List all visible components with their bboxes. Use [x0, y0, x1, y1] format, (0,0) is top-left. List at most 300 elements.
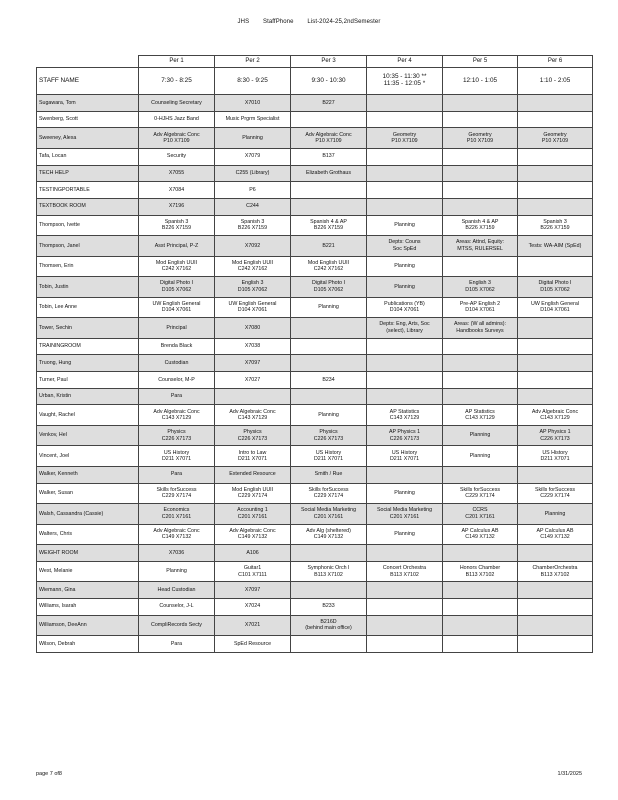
schedule-cell — [367, 372, 443, 389]
staff-name: Walters, Chris — [37, 524, 139, 545]
table-row — [37, 236, 593, 257]
schedule-cell — [367, 446, 443, 467]
staff-name: Tobin, Lee Anne — [37, 297, 139, 318]
schedule-cell — [291, 504, 367, 525]
schedule-cell: Para — [139, 388, 215, 405]
schedule-cell: B137 — [291, 148, 367, 165]
cell-line: P10 X7109 — [391, 138, 418, 145]
cell-line: D211 X7071 — [389, 456, 420, 463]
schedule-cell — [291, 425, 367, 446]
table-row — [37, 355, 593, 372]
cell-line: US History — [391, 449, 418, 456]
cell-line: Adv Algebraic Conc — [229, 408, 276, 415]
schedule-cell: 0-HJHS Jazz Band — [139, 111, 215, 128]
schedule-cell — [518, 355, 593, 372]
schedule-cell — [518, 582, 593, 599]
cell-line: US History — [315, 449, 342, 456]
schedule-cell: X7097 — [215, 582, 291, 599]
staff-name: Vincent, Joel — [37, 446, 139, 467]
schedule-cell — [443, 466, 518, 483]
cell-line: B226 X7159 — [540, 225, 570, 232]
schedule-cell — [291, 524, 367, 545]
schedule-cell — [518, 405, 593, 426]
period-time — [367, 68, 443, 95]
period-time: 9:30 - 10:30 — [291, 68, 367, 95]
schedule-cell — [443, 598, 518, 615]
cell-line: Mod English UUII — [155, 259, 198, 266]
cell-line: D105 X7062 — [540, 286, 570, 293]
schedule-cell — [367, 504, 443, 525]
table-row — [37, 615, 593, 636]
schedule-cell: Elizabeth Grothaus — [291, 165, 367, 182]
schedule-cell — [443, 128, 518, 149]
period-header: Per 2 — [215, 56, 291, 68]
staff-name: Venkov, Hel — [37, 425, 139, 446]
schedule-cell — [443, 95, 518, 112]
cell-line: Concert Orchestra — [382, 564, 427, 571]
schedule-cell — [291, 256, 367, 277]
cell-line: D104 X7061 — [540, 307, 570, 314]
schedule-cell — [518, 466, 593, 483]
staff-name: Thompson, Ivette — [37, 215, 139, 236]
schedule-cell — [367, 165, 443, 182]
time-header-row — [37, 68, 593, 95]
staff-name: TECH HELP — [37, 165, 139, 182]
cell-line: Digital Photo I — [312, 280, 345, 287]
cell-line: AP Physics 1 — [388, 429, 421, 436]
schedule-cell: Planning — [443, 425, 518, 446]
staff-name: Sweeney, Alexa — [37, 128, 139, 149]
schedule-cell — [215, 561, 291, 582]
schedule-cell — [291, 636, 367, 653]
schedule-cell: X7021 — [215, 615, 291, 636]
schedule-cell — [367, 388, 443, 405]
schedule-cell — [367, 318, 443, 339]
cell-line: English 3 — [241, 280, 264, 287]
cell-line: UW English General — [228, 300, 277, 307]
cell-line: Adv Algebraic Conc — [305, 131, 352, 138]
cell-line: Depts: Couns — [388, 239, 421, 246]
schedule-cell — [367, 95, 443, 112]
schedule-cell: Extended Resource — [215, 466, 291, 483]
school-name: JHS — [237, 19, 250, 25]
schedule-cell — [443, 111, 518, 128]
cell-line: D105 X7062 — [313, 286, 344, 293]
cell-line: D104 X7061 — [389, 307, 420, 314]
schedule-cell — [367, 545, 443, 562]
cell-line: Social Media Marketing — [376, 507, 433, 514]
schedule-cell: X7084 — [139, 182, 215, 199]
schedule-cell: C255 (Library) — [215, 165, 291, 182]
schedule-cell: Security — [139, 148, 215, 165]
cell-line: C229 X7174 — [161, 493, 192, 500]
schedule-cell — [443, 297, 518, 318]
schedule-cell — [443, 148, 518, 165]
schedule-cell: Planning — [215, 128, 291, 149]
period-header: Per 1 — [139, 56, 215, 68]
cell-line: C149 X7132 — [540, 534, 570, 541]
schedule-cell — [443, 372, 518, 389]
schedule-cell — [367, 561, 443, 582]
staff-name: TRAININGROOM — [37, 338, 139, 355]
cell-line: Publications (YB) — [384, 300, 425, 307]
cell-line: Skills forSuccess — [156, 486, 197, 493]
cell-line: C229 X7174 — [540, 493, 570, 500]
cell-line: C226 X7173 — [237, 435, 268, 442]
schedule-cell — [291, 198, 367, 215]
staff-name: Vaught, Rachel — [37, 405, 139, 426]
cell-line: B113 X7102 — [390, 571, 419, 578]
cell-line: Pre-AP English 2 — [459, 300, 501, 307]
staff-name: Turner, Paul — [37, 372, 139, 389]
cell-line: C229 X7174 — [237, 493, 268, 500]
schedule-cell — [367, 355, 443, 372]
cell-line: B226 X7159 — [313, 225, 344, 232]
cell-line: C226 X7173 — [161, 435, 192, 442]
schedule-cell — [443, 524, 518, 545]
schedule-cell — [291, 483, 367, 504]
cell-line: C101 X7111 — [238, 571, 267, 578]
schedule-cell — [518, 545, 593, 562]
cell-line: Skills forSuccess — [459, 486, 501, 493]
table-row — [37, 128, 593, 149]
schedule-cell — [367, 128, 443, 149]
table-row — [37, 95, 593, 112]
cell-line: Spanish 3 — [543, 218, 567, 225]
staff-name: WEIGHT ROOM — [37, 545, 139, 562]
schedule-cell: Planning — [367, 483, 443, 504]
staff-name: Wilson, Debrah — [37, 636, 139, 653]
schedule-cell — [443, 615, 518, 636]
schedule-cell — [518, 524, 593, 545]
cell-line: Adv Algebraic Conc — [229, 527, 276, 534]
schedule-cell — [443, 182, 518, 199]
schedule-cell: B233 — [291, 598, 367, 615]
staff-name: Walsh, Cassandra (Cassie) — [37, 504, 139, 525]
schedule-cell: Music Prgrm Specialist — [215, 111, 291, 128]
cell-line: Honors Chamber — [459, 564, 501, 571]
cell-line: C143 X7129 — [465, 415, 495, 422]
schedule-cell — [443, 405, 518, 426]
cell-line: Symphonic Orch I — [307, 564, 350, 571]
cell-line: Soc SpEd — [392, 245, 417, 252]
schedule-cell — [367, 598, 443, 615]
schedule-cell — [443, 338, 518, 355]
table-row — [37, 446, 593, 467]
schedule-cell — [518, 318, 593, 339]
list-period: List-2024-25,2ndSemester — [307, 19, 381, 25]
schedule-cell — [443, 504, 518, 525]
period-time: 1:10 - 2:05 — [518, 68, 593, 95]
schedule-cell — [518, 165, 593, 182]
staff-name: Thomsen, Erin — [37, 256, 139, 277]
schedule-cell — [443, 483, 518, 504]
cell-line: Mod English UUII — [231, 486, 274, 493]
table-row — [37, 388, 593, 405]
cell-line: D104 X7061 — [465, 307, 495, 314]
schedule-cell: X7079 — [215, 148, 291, 165]
staff-name: Sugawara, Tom — [37, 95, 139, 112]
cell-line: P10 X7109 — [541, 138, 569, 145]
schedule-cell — [367, 111, 443, 128]
cell-line: Adv Alg (sheltered) — [306, 527, 351, 534]
schedule-cell: X7010 — [215, 95, 291, 112]
schedule-cell — [215, 388, 291, 405]
cell-line: C149 X7132 — [313, 534, 344, 541]
schedule-cell — [139, 425, 215, 446]
cell-line: C229 X7174 — [313, 493, 344, 500]
schedule-cell — [518, 148, 593, 165]
schedule-cell — [367, 148, 443, 165]
period-header: Per 5 — [443, 56, 518, 68]
schedule-cell — [443, 277, 518, 298]
cell-line: C201 X7161 — [313, 513, 344, 520]
staff-schedule-table — [36, 55, 593, 653]
cell-line: B113 X7102 — [540, 571, 570, 578]
schedule-cell — [291, 128, 367, 149]
table-row — [37, 277, 593, 298]
cell-line: US History — [163, 449, 190, 456]
schedule-cell: Counselor, M-P — [139, 372, 215, 389]
cell-line: P10 X7109 — [466, 138, 494, 145]
schedule-cell — [518, 446, 593, 467]
schedule-cell: SpEd Resource — [215, 636, 291, 653]
cell-line: Geometry — [543, 131, 567, 138]
staff-name: Walker, Susan — [37, 483, 139, 504]
schedule-cell — [215, 504, 291, 525]
schedule-cell — [215, 405, 291, 426]
cell-line: AP Calculus AB — [461, 527, 499, 534]
schedule-cell: Tests: WA-AIM (SpEd) — [518, 236, 593, 257]
cell-line: UW English General — [152, 300, 201, 307]
schedule-cell — [291, 318, 367, 339]
table-row — [37, 111, 593, 128]
cell-line: B216D — [320, 618, 337, 625]
schedule-cell — [367, 405, 443, 426]
schedule-cell — [215, 277, 291, 298]
table-row — [37, 598, 593, 615]
table-row — [37, 198, 593, 215]
cell-line: Skills forSuccess — [534, 486, 576, 493]
staff-name: Tower, Sechin — [37, 318, 139, 339]
staff-name: Thompson, Janel — [37, 236, 139, 257]
schedule-cell — [518, 636, 593, 653]
schedule-cell — [518, 128, 593, 149]
schedule-cell — [215, 425, 291, 446]
schedule-cell: X7196 — [139, 198, 215, 215]
cell-line: D105 X7062 — [237, 286, 268, 293]
cell-line: D211 X7071 — [237, 456, 268, 463]
cell-line: (select), Library — [386, 327, 423, 334]
staff-name: TEXTBOOK ROOM — [37, 198, 139, 215]
cell-line: C143 X7129 — [161, 415, 192, 422]
schedule-cell: Para — [139, 636, 215, 653]
schedule-cell: CompliRecords Secty — [139, 615, 215, 636]
schedule-cell — [367, 582, 443, 599]
schedule-cell — [518, 615, 593, 636]
cell-line: C226 X7173 — [540, 435, 570, 442]
schedule-cell — [367, 297, 443, 318]
cell-line: Spanish 3 — [240, 218, 265, 225]
cell-line: English 3 — [469, 280, 491, 287]
schedule-cell — [215, 256, 291, 277]
schedule-cell: X7038 — [215, 338, 291, 355]
schedule-cell — [443, 545, 518, 562]
staff-name: Walker, Kenneth — [37, 466, 139, 483]
cell-line: C143 X7129 — [237, 415, 268, 422]
schedule-cell — [139, 483, 215, 504]
schedule-cell: P6 — [215, 182, 291, 199]
period-header-row — [37, 56, 593, 68]
staff-name: West, Melanie — [37, 561, 139, 582]
cell-line: AP Statistics — [465, 408, 495, 415]
schedule-cell — [518, 598, 593, 615]
cell-line: 10:35 - 11:30 ** — [382, 73, 427, 81]
schedule-cell — [291, 446, 367, 467]
cell-line: 11:35 - 12:05 * — [383, 80, 426, 87]
schedule-cell — [367, 338, 443, 355]
schedule-cell — [443, 165, 518, 182]
corner-cell — [37, 56, 139, 68]
schedule-cell: Planning — [367, 256, 443, 277]
schedule-cell — [291, 277, 367, 298]
table-row — [37, 338, 593, 355]
schedule-cell — [367, 615, 443, 636]
schedule-cell — [518, 338, 593, 355]
period-header: Per 6 — [518, 56, 593, 68]
table-row — [37, 318, 593, 339]
schedule-cell: C244 — [215, 198, 291, 215]
table-row — [37, 215, 593, 236]
schedule-cell — [139, 277, 215, 298]
schedule-cell — [518, 111, 593, 128]
cell-line: Adv Algebraic Conc — [153, 527, 200, 534]
schedule-cell: A106 — [215, 545, 291, 562]
cell-line: C242 X7162 — [313, 266, 344, 273]
schedule-cell — [139, 524, 215, 545]
table-row — [37, 504, 593, 525]
schedule-cell — [443, 355, 518, 372]
schedule-cell: Planning — [367, 524, 443, 545]
cell-line: Economics — [163, 507, 190, 514]
schedule-cell — [215, 446, 291, 467]
page-number: page 7 of8 — [36, 771, 62, 777]
schedule-cell: Planning — [443, 446, 518, 467]
schedule-cell: X7024 — [215, 598, 291, 615]
schedule-cell — [443, 198, 518, 215]
cell-line: Depts: Eng, Arts, Soc — [379, 321, 430, 328]
schedule-cell — [518, 198, 593, 215]
staff-name: Truong, Hung — [37, 355, 139, 372]
schedule-cell: B234 — [291, 372, 367, 389]
staff-name: Tafa, Locan — [37, 148, 139, 165]
schedule-cell: Planning — [367, 215, 443, 236]
cell-line: Geometry — [468, 131, 492, 138]
cell-line: AP Calculus AB — [536, 527, 574, 534]
table-row — [37, 561, 593, 582]
table-row — [37, 256, 593, 277]
cell-line: C149 X7132 — [237, 534, 268, 541]
table-row — [37, 165, 593, 182]
schedule-cell — [518, 215, 593, 236]
schedule-cell — [518, 277, 593, 298]
table-row — [37, 483, 593, 504]
cell-line: C143 X7129 — [389, 415, 420, 422]
cell-line: C201 X7161 — [465, 513, 495, 520]
schedule-cell — [443, 236, 518, 257]
schedule-cell — [291, 545, 367, 562]
cell-line: B113 X7102 — [314, 571, 343, 578]
cell-line: P10 X7109 — [163, 138, 190, 145]
staff-name: Williams, Isarah — [37, 598, 139, 615]
table-row — [37, 297, 593, 318]
cell-line: Spanish 4 & AP — [310, 218, 347, 225]
schedule-cell — [291, 182, 367, 199]
schedule-cell: X7080 — [215, 318, 291, 339]
cell-line: Social Media Marketing — [300, 507, 357, 514]
cell-line: Accounting 1 — [237, 507, 268, 514]
cell-line: D104 X7061 — [161, 307, 192, 314]
cell-line: MTSS, RULERSEL — [457, 245, 503, 252]
cell-line: C201 X7161 — [237, 513, 268, 520]
schedule-cell: Custodian — [139, 355, 215, 372]
schedule-cell — [139, 446, 215, 467]
table-row — [37, 466, 593, 483]
schedule-cell: Head Custodian — [139, 582, 215, 599]
cell-line: C242 X7162 — [161, 266, 192, 273]
schedule-cell — [215, 297, 291, 318]
schedule-cell — [367, 636, 443, 653]
cell-line: ChamberOrchestra — [532, 564, 578, 571]
cell-line: P10 X7109 — [315, 138, 342, 145]
schedule-cell — [518, 388, 593, 405]
schedule-cell — [443, 256, 518, 277]
cell-line: C226 X7173 — [313, 435, 344, 442]
cell-line: Physics — [243, 429, 262, 436]
table-row — [37, 372, 593, 389]
staff-name: Williamson, DeeAnn — [37, 615, 139, 636]
cell-line: Guitar1 — [243, 564, 262, 571]
schedule-cell: Para — [139, 466, 215, 483]
schedule-cell — [139, 297, 215, 318]
cell-line: CCRS — [472, 507, 488, 514]
schedule-cell: Counselor, J-L — [139, 598, 215, 615]
schedule-cell — [518, 372, 593, 389]
cell-line: Digital Photo I — [160, 280, 193, 287]
cell-line: Areas: (W all admins): — [453, 321, 507, 328]
schedule-cell — [139, 128, 215, 149]
cell-line: Spanish 4 & AP — [461, 218, 499, 225]
cell-line: Mod English UUII — [231, 259, 274, 266]
schedule-cell — [443, 388, 518, 405]
schedule-cell — [291, 388, 367, 405]
schedule-cell — [291, 111, 367, 128]
period-time: 7:30 - 8:25 — [139, 68, 215, 95]
schedule-cell — [291, 582, 367, 599]
schedule-cell — [367, 236, 443, 257]
cell-line: C226 X7173 — [389, 435, 420, 442]
schedule-cell — [367, 198, 443, 215]
cell-line: D211 X7071 — [161, 456, 192, 463]
cell-line: Adv Algebraic Conc — [531, 408, 579, 415]
staff-name: Swenberg, Scott — [37, 111, 139, 128]
cell-line: D104 X7061 — [237, 307, 268, 314]
cell-line: B226 X7159 — [465, 225, 495, 232]
schedule-cell: Planning — [367, 277, 443, 298]
cell-line: Mod English UUII — [307, 259, 350, 266]
cell-line: B226 X7159 — [237, 225, 268, 232]
schedule-cell: X7036 — [139, 545, 215, 562]
